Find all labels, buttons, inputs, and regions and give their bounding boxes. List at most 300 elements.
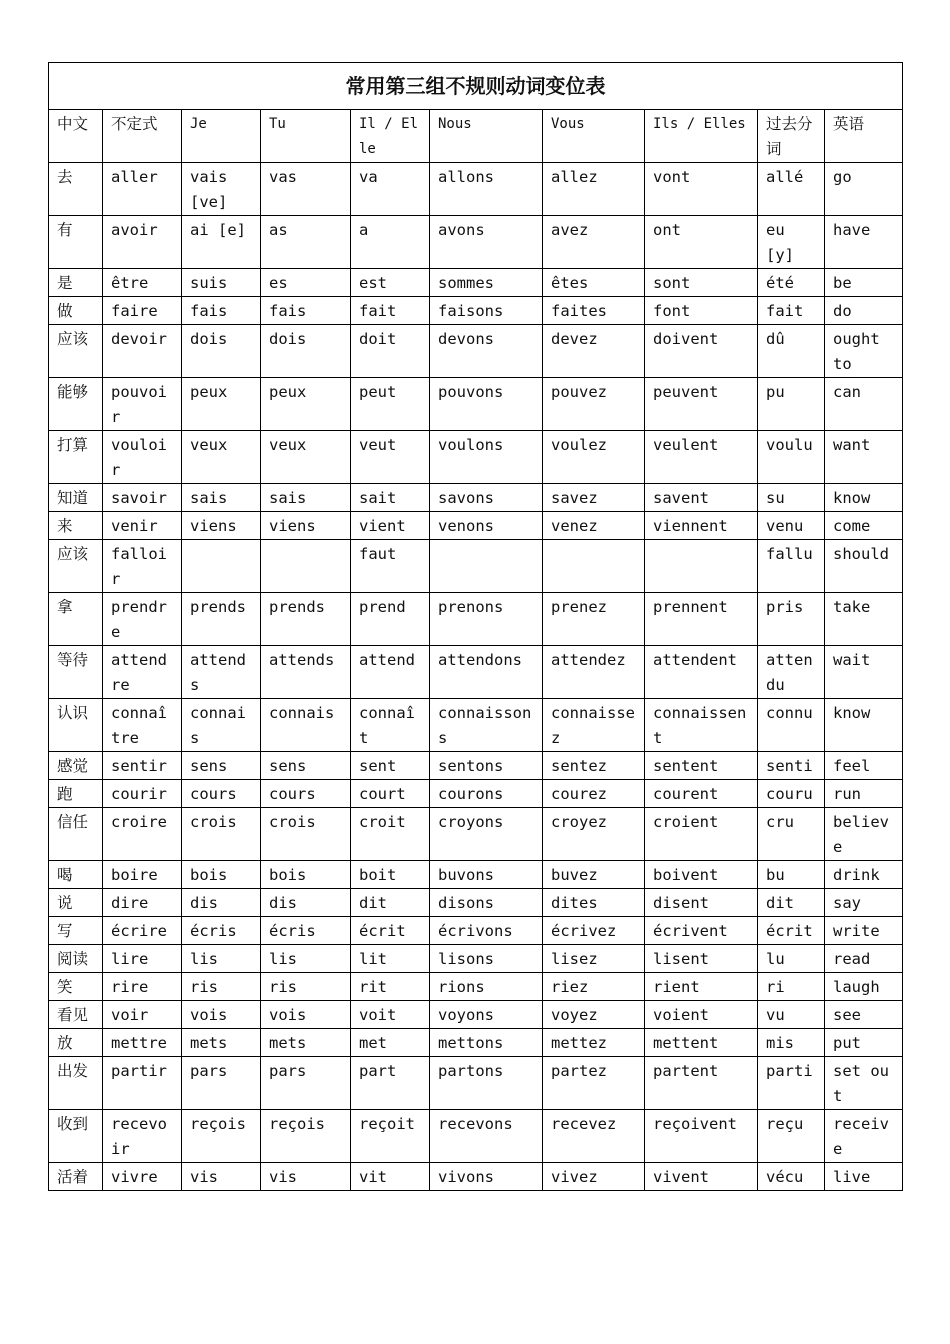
cell-infinitive: croire — [103, 808, 182, 861]
cell-past-participle: connu — [758, 699, 825, 752]
cell-past-participle: allé — [758, 163, 825, 216]
cell-past-participle: écrit — [758, 917, 825, 945]
cell-nous: disons — [430, 889, 543, 917]
cell-nous: venons — [430, 512, 543, 540]
cell-tu: écris — [261, 917, 351, 945]
cell-je: dois — [182, 325, 261, 378]
table-row — [49, 808, 903, 861]
cell-english: do — [825, 297, 903, 325]
cell-nous: voyons — [430, 1001, 543, 1029]
cell-past-participle: reçu — [758, 1110, 825, 1163]
cell-infinitive: venir — [103, 512, 182, 540]
cell-infinitive: vivre — [103, 1163, 182, 1191]
cell-je: vis — [182, 1163, 261, 1191]
cell-il-elle: fait — [351, 297, 430, 325]
cell-tu: connais — [261, 699, 351, 752]
cell-ils-elles: attendent — [645, 646, 758, 699]
cell-infinitive: mettre — [103, 1029, 182, 1057]
cell-je: reçois — [182, 1110, 261, 1163]
cell-ils-elles: sentent — [645, 752, 758, 780]
header-je: Je — [182, 110, 261, 163]
cell-tu: cours — [261, 780, 351, 808]
table-row — [49, 1163, 903, 1191]
cell-english: run — [825, 780, 903, 808]
cell-je: cours — [182, 780, 261, 808]
cell-infinitive: devoir — [103, 325, 182, 378]
cell-il-elle: connaît — [351, 699, 430, 752]
cell-infinitive: falloir — [103, 540, 182, 593]
cell-infinitive: pouvoir — [103, 378, 182, 431]
cell-chinese: 收到 — [49, 1110, 103, 1163]
cell-infinitive: sentir — [103, 752, 182, 780]
cell-je: suis — [182, 269, 261, 297]
cell-il-elle: vit — [351, 1163, 430, 1191]
cell-past-participle: lu — [758, 945, 825, 973]
cell-nous: faisons — [430, 297, 543, 325]
cell-nous: lisons — [430, 945, 543, 973]
cell-nous: devons — [430, 325, 543, 378]
cell-english: have — [825, 216, 903, 269]
cell-ils-elles: mettent — [645, 1029, 758, 1057]
cell-chinese: 写 — [49, 917, 103, 945]
cell-past-participle: dû — [758, 325, 825, 378]
cell-english: come — [825, 512, 903, 540]
cell-chinese: 是 — [49, 269, 103, 297]
cell-english: can — [825, 378, 903, 431]
cell-english: should — [825, 540, 903, 593]
cell-je: vais [ve] — [182, 163, 261, 216]
cell-tu: vas — [261, 163, 351, 216]
cell-je — [182, 540, 261, 593]
cell-past-participle: ri — [758, 973, 825, 1001]
cell-chinese: 跑 — [49, 780, 103, 808]
table-row — [49, 917, 903, 945]
cell-je: attends — [182, 646, 261, 699]
cell-past-participle: mis — [758, 1029, 825, 1057]
header-past-participle: 过去分词 — [758, 110, 825, 163]
cell-ils-elles: doivent — [645, 325, 758, 378]
cell-english: wait — [825, 646, 903, 699]
cell-tu: fais — [261, 297, 351, 325]
cell-il-elle: boit — [351, 861, 430, 889]
table-row — [49, 945, 903, 973]
cell-tu: bois — [261, 861, 351, 889]
cell-infinitive: boire — [103, 861, 182, 889]
verb-rows — [49, 163, 903, 1191]
cell-english: want — [825, 431, 903, 484]
cell-past-participle: dit — [758, 889, 825, 917]
cell-infinitive: recevoir — [103, 1110, 182, 1163]
cell-english: read — [825, 945, 903, 973]
cell-je: connais — [182, 699, 261, 752]
cell-vous: sentez — [543, 752, 645, 780]
cell-je: veux — [182, 431, 261, 484]
cell-chinese: 拿 — [49, 593, 103, 646]
cell-past-participle: bu — [758, 861, 825, 889]
cell-vous: faites — [543, 297, 645, 325]
cell-tu: ris — [261, 973, 351, 1001]
cell-chinese: 喝 — [49, 861, 103, 889]
cell-ils-elles: ont — [645, 216, 758, 269]
table-row — [49, 1110, 903, 1163]
cell-english: receive — [825, 1110, 903, 1163]
cell-tu — [261, 540, 351, 593]
cell-il-elle: doit — [351, 325, 430, 378]
cell-infinitive: écrire — [103, 917, 182, 945]
cell-chinese: 应该 — [49, 540, 103, 593]
cell-chinese: 知道 — [49, 484, 103, 512]
cell-vous: voulez — [543, 431, 645, 484]
cell-infinitive: dire — [103, 889, 182, 917]
cell-je: dis — [182, 889, 261, 917]
cell-past-participle: parti — [758, 1057, 825, 1110]
cell-vous: allez — [543, 163, 645, 216]
cell-past-participle: couru — [758, 780, 825, 808]
cell-nous: vivons — [430, 1163, 543, 1191]
cell-ils-elles: viennent — [645, 512, 758, 540]
cell-infinitive: prendre — [103, 593, 182, 646]
cell-ils-elles: partent — [645, 1057, 758, 1110]
cell-il-elle: est — [351, 269, 430, 297]
cell-infinitive: faire — [103, 297, 182, 325]
cell-vous: connaissez — [543, 699, 645, 752]
cell-je: fais — [182, 297, 261, 325]
cell-past-participle: fallu — [758, 540, 825, 593]
cell-il-elle: part — [351, 1057, 430, 1110]
cell-infinitive: vouloir — [103, 431, 182, 484]
cell-vous: recevez — [543, 1110, 645, 1163]
cell-tu: attends — [261, 646, 351, 699]
cell-past-participle: voulu — [758, 431, 825, 484]
table-row — [49, 1029, 903, 1057]
cell-chinese: 认识 — [49, 699, 103, 752]
cell-english: drink — [825, 861, 903, 889]
cell-ils-elles: disent — [645, 889, 758, 917]
cell-vous: courez — [543, 780, 645, 808]
cell-vous: riez — [543, 973, 645, 1001]
cell-nous: prenons — [430, 593, 543, 646]
cell-ils-elles — [645, 540, 758, 593]
cell-je: écris — [182, 917, 261, 945]
table-row — [49, 699, 903, 752]
cell-english: feel — [825, 752, 903, 780]
cell-nous: savons — [430, 484, 543, 512]
cell-tu: vis — [261, 1163, 351, 1191]
cell-tu: reçois — [261, 1110, 351, 1163]
cell-tu: viens — [261, 512, 351, 540]
cell-english: know — [825, 699, 903, 752]
table-row — [49, 889, 903, 917]
cell-ils-elles: sont — [645, 269, 758, 297]
table-row — [49, 216, 903, 269]
header-vous: Vous — [543, 110, 645, 163]
cell-je: pars — [182, 1057, 261, 1110]
cell-tu: sens — [261, 752, 351, 780]
table-row — [49, 378, 903, 431]
conjugation-sheet — [48, 62, 902, 1191]
cell-english: be — [825, 269, 903, 297]
cell-ils-elles: connaissent — [645, 699, 758, 752]
cell-je: vois — [182, 1001, 261, 1029]
cell-vous: dites — [543, 889, 645, 917]
cell-english: go — [825, 163, 903, 216]
cell-past-participle: cru — [758, 808, 825, 861]
cell-vous: vivez — [543, 1163, 645, 1191]
cell-ils-elles: lisent — [645, 945, 758, 973]
cell-vous: voyez — [543, 1001, 645, 1029]
table-row — [49, 646, 903, 699]
cell-ils-elles: courent — [645, 780, 758, 808]
cell-infinitive: rire — [103, 973, 182, 1001]
cell-nous — [430, 540, 543, 593]
cell-vous: partez — [543, 1057, 645, 1110]
cell-je: ris — [182, 973, 261, 1001]
header-chinese: 中文 — [49, 110, 103, 163]
header-english: 英语 — [825, 110, 903, 163]
conjugation-table — [48, 62, 903, 1191]
cell-je: crois — [182, 808, 261, 861]
cell-english: take — [825, 593, 903, 646]
cell-chinese: 做 — [49, 297, 103, 325]
cell-past-participle: eu [y] — [758, 216, 825, 269]
cell-vous: pouvez — [543, 378, 645, 431]
cell-vous: écrivez — [543, 917, 645, 945]
cell-nous: croyons — [430, 808, 543, 861]
cell-chinese: 活着 — [49, 1163, 103, 1191]
cell-nous: allons — [430, 163, 543, 216]
cell-chinese: 笑 — [49, 973, 103, 1001]
cell-tu: pars — [261, 1057, 351, 1110]
cell-past-participle: fait — [758, 297, 825, 325]
header-il-elle: Il / Elle — [351, 110, 430, 163]
cell-ils-elles: rient — [645, 973, 758, 1001]
cell-il-elle: rit — [351, 973, 430, 1001]
cell-chinese: 看见 — [49, 1001, 103, 1029]
cell-il-elle: sait — [351, 484, 430, 512]
cell-chinese: 出发 — [49, 1057, 103, 1110]
cell-infinitive: avoir — [103, 216, 182, 269]
cell-ils-elles: prennent — [645, 593, 758, 646]
cell-chinese: 放 — [49, 1029, 103, 1057]
table-row — [49, 1001, 903, 1029]
cell-chinese: 打算 — [49, 431, 103, 484]
cell-je: lis — [182, 945, 261, 973]
cell-tu: es — [261, 269, 351, 297]
cell-tu: dis — [261, 889, 351, 917]
table-row — [49, 431, 903, 484]
cell-chinese: 信任 — [49, 808, 103, 861]
cell-il-elle: veut — [351, 431, 430, 484]
cell-ils-elles: font — [645, 297, 758, 325]
cell-tu: peux — [261, 378, 351, 431]
cell-il-elle: croit — [351, 808, 430, 861]
cell-infinitive: voir — [103, 1001, 182, 1029]
cell-past-participle: senti — [758, 752, 825, 780]
cell-chinese: 来 — [49, 512, 103, 540]
cell-nous: sentons — [430, 752, 543, 780]
cell-ils-elles: veulent — [645, 431, 758, 484]
cell-past-participle: attendu — [758, 646, 825, 699]
cell-je: bois — [182, 861, 261, 889]
cell-english: ought to — [825, 325, 903, 378]
cell-english: laugh — [825, 973, 903, 1001]
cell-english: set out — [825, 1057, 903, 1110]
cell-chinese: 有 — [49, 216, 103, 269]
cell-nous: buvons — [430, 861, 543, 889]
cell-ils-elles: vont — [645, 163, 758, 216]
cell-infinitive: attendre — [103, 646, 182, 699]
cell-past-participle: pu — [758, 378, 825, 431]
cell-tu: sais — [261, 484, 351, 512]
cell-il-elle: prend — [351, 593, 430, 646]
cell-tu: veux — [261, 431, 351, 484]
cell-il-elle: va — [351, 163, 430, 216]
cell-nous: pouvons — [430, 378, 543, 431]
cell-il-elle: peut — [351, 378, 430, 431]
cell-past-participle: vécu — [758, 1163, 825, 1191]
cell-english: believe — [825, 808, 903, 861]
table-row — [49, 861, 903, 889]
cell-english: put — [825, 1029, 903, 1057]
cell-nous: rions — [430, 973, 543, 1001]
table-row — [49, 540, 903, 593]
cell-nous: sommes — [430, 269, 543, 297]
cell-nous: partons — [430, 1057, 543, 1110]
cell-je: sais — [182, 484, 261, 512]
title-row — [49, 63, 903, 110]
cell-vous: mettez — [543, 1029, 645, 1057]
cell-je: prends — [182, 593, 261, 646]
cell-je: peux — [182, 378, 261, 431]
cell-nous: attendons — [430, 646, 543, 699]
cell-chinese: 说 — [49, 889, 103, 917]
cell-je: sens — [182, 752, 261, 780]
cell-past-participle: vu — [758, 1001, 825, 1029]
cell-past-participle: pris — [758, 593, 825, 646]
cell-tu: prends — [261, 593, 351, 646]
cell-il-elle: dit — [351, 889, 430, 917]
cell-chinese: 感觉 — [49, 752, 103, 780]
cell-nous: connaissons — [430, 699, 543, 752]
cell-vous: venez — [543, 512, 645, 540]
table-row — [49, 269, 903, 297]
table-title: 常用第三组不规则动词变位表 — [49, 63, 903, 110]
cell-tu: dois — [261, 325, 351, 378]
cell-chinese: 去 — [49, 163, 103, 216]
table-row — [49, 325, 903, 378]
cell-chinese: 能够 — [49, 378, 103, 431]
cell-english: see — [825, 1001, 903, 1029]
cell-english: know — [825, 484, 903, 512]
cell-il-elle: écrit — [351, 917, 430, 945]
cell-tu: vois — [261, 1001, 351, 1029]
cell-infinitive: lire — [103, 945, 182, 973]
table-row — [49, 752, 903, 780]
cell-je: viens — [182, 512, 261, 540]
table-row — [49, 780, 903, 808]
cell-nous: mettons — [430, 1029, 543, 1057]
cell-il-elle: vient — [351, 512, 430, 540]
cell-vous: avez — [543, 216, 645, 269]
table-row — [49, 973, 903, 1001]
cell-tu: crois — [261, 808, 351, 861]
header-row — [49, 110, 903, 163]
table-row — [49, 593, 903, 646]
cell-vous: êtes — [543, 269, 645, 297]
cell-nous: recevons — [430, 1110, 543, 1163]
cell-je: ai [e] — [182, 216, 261, 269]
cell-infinitive: être — [103, 269, 182, 297]
cell-il-elle: met — [351, 1029, 430, 1057]
cell-ils-elles: savent — [645, 484, 758, 512]
cell-vous: lisez — [543, 945, 645, 973]
table-row — [49, 1057, 903, 1110]
cell-ils-elles: peuvent — [645, 378, 758, 431]
cell-il-elle: reçoit — [351, 1110, 430, 1163]
cell-tu: lis — [261, 945, 351, 973]
cell-vous: croyez — [543, 808, 645, 861]
cell-tu: mets — [261, 1029, 351, 1057]
cell-il-elle: attend — [351, 646, 430, 699]
header-tu: Tu — [261, 110, 351, 163]
cell-vous: savez — [543, 484, 645, 512]
cell-nous: voulons — [430, 431, 543, 484]
table-row — [49, 512, 903, 540]
cell-il-elle: faut — [351, 540, 430, 593]
cell-il-elle: voit — [351, 1001, 430, 1029]
cell-je: mets — [182, 1029, 261, 1057]
cell-vous: devez — [543, 325, 645, 378]
cell-ils-elles: vivent — [645, 1163, 758, 1191]
cell-chinese: 应该 — [49, 325, 103, 378]
cell-il-elle: sent — [351, 752, 430, 780]
cell-past-participle: venu — [758, 512, 825, 540]
cell-infinitive: savoir — [103, 484, 182, 512]
cell-il-elle: a — [351, 216, 430, 269]
cell-ils-elles: voient — [645, 1001, 758, 1029]
cell-english: write — [825, 917, 903, 945]
cell-infinitive: courir — [103, 780, 182, 808]
header-nous: Nous — [430, 110, 543, 163]
cell-chinese: 阅读 — [49, 945, 103, 973]
header-infinitive: 不定式 — [103, 110, 182, 163]
cell-ils-elles: écrivent — [645, 917, 758, 945]
cell-ils-elles: boivent — [645, 861, 758, 889]
table-row — [49, 484, 903, 512]
cell-ils-elles: croient — [645, 808, 758, 861]
table-row — [49, 163, 903, 216]
cell-chinese: 等待 — [49, 646, 103, 699]
cell-vous — [543, 540, 645, 593]
cell-infinitive: connaître — [103, 699, 182, 752]
cell-nous: avons — [430, 216, 543, 269]
cell-infinitive: aller — [103, 163, 182, 216]
cell-il-elle: court — [351, 780, 430, 808]
header-ils-elles: Ils / Elles — [645, 110, 758, 163]
cell-vous: buvez — [543, 861, 645, 889]
cell-vous: attendez — [543, 646, 645, 699]
cell-english: live — [825, 1163, 903, 1191]
cell-il-elle: lit — [351, 945, 430, 973]
cell-infinitive: partir — [103, 1057, 182, 1110]
table-row — [49, 297, 903, 325]
cell-past-participle: su — [758, 484, 825, 512]
cell-tu: as — [261, 216, 351, 269]
cell-nous: courons — [430, 780, 543, 808]
cell-nous: écrivons — [430, 917, 543, 945]
cell-ils-elles: reçoivent — [645, 1110, 758, 1163]
cell-past-participle: été — [758, 269, 825, 297]
